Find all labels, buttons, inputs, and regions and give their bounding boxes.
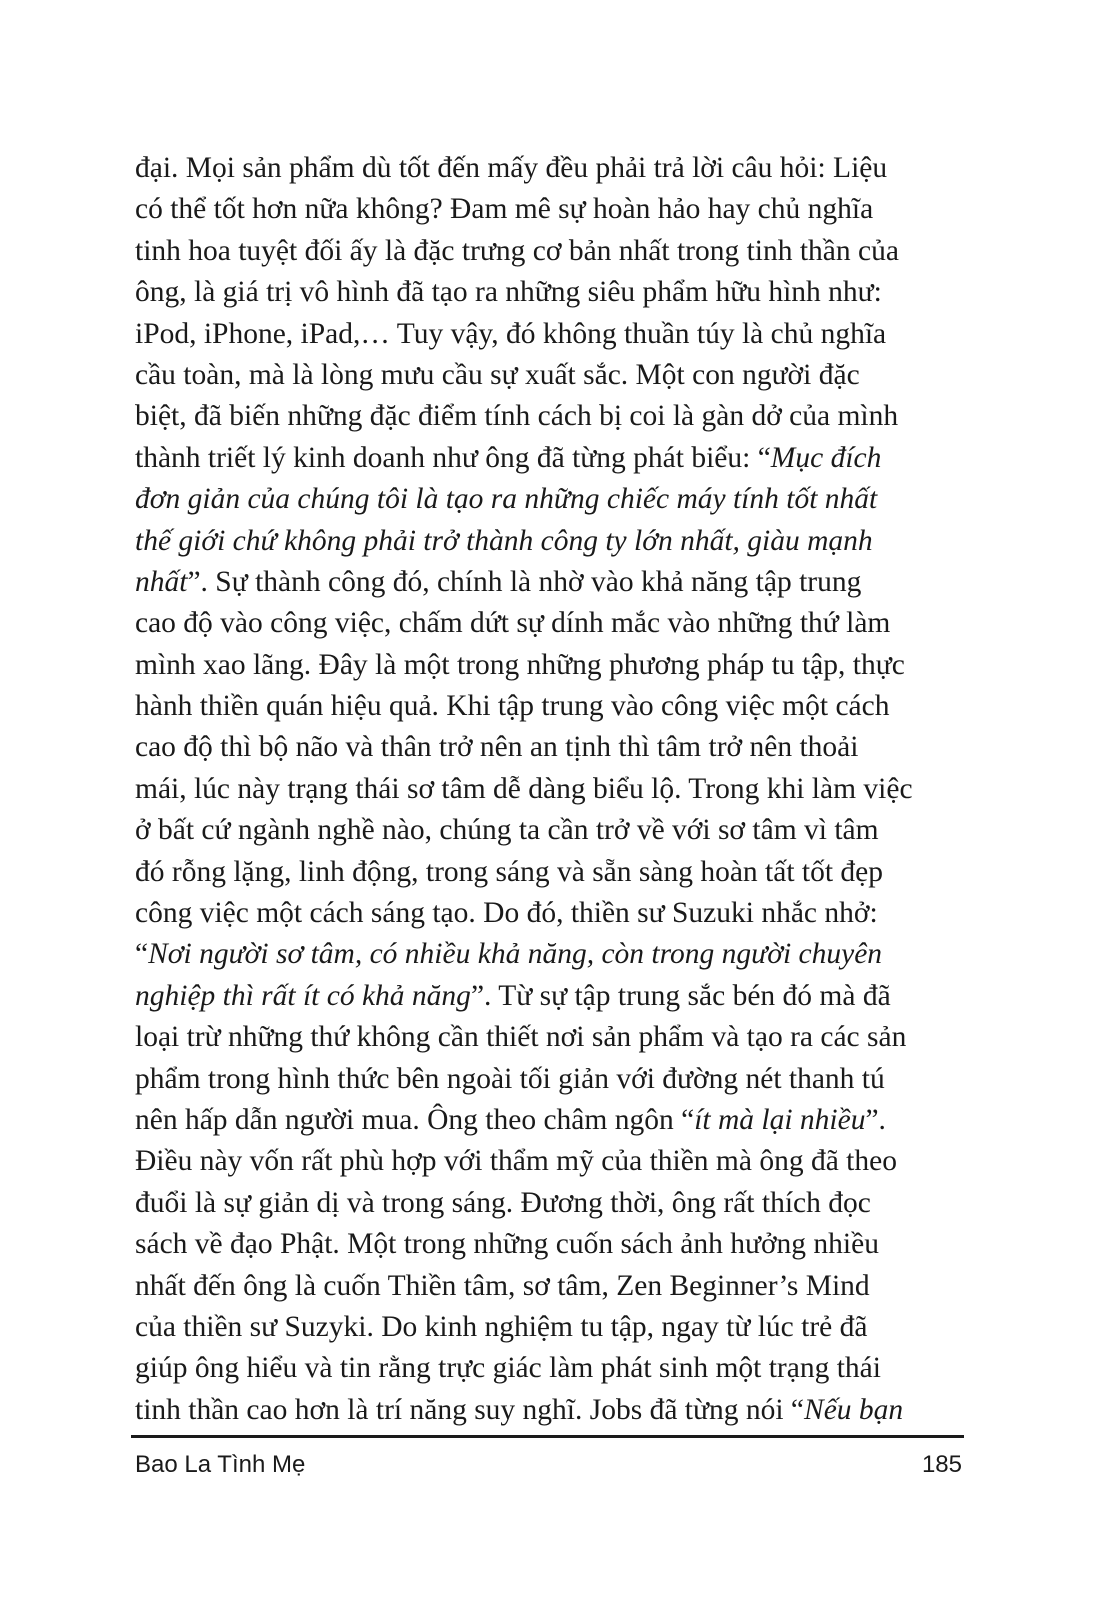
- text-line: [135, 355, 963, 396]
- text-segment: mái, lúc này trạng thái sơ tâm dễ dàng biểu lộ. Trong khi làm việc: [135, 772, 913, 805]
- text-segment: nhất đến ông là cuốn Thiền tâm, sơ tâm, Zen Beginner’s Mind: [135, 1269, 870, 1302]
- text-segment: “: [135, 938, 149, 971]
- text-line: [135, 810, 963, 851]
- text-line: [135, 314, 963, 355]
- text-segment: Điều này vốn rất phù hợp với thẩm mỹ của thiền mà ông đã theo: [135, 1145, 897, 1178]
- text-line: [135, 893, 963, 934]
- text-line: [135, 148, 963, 189]
- text-segment: cầu toàn, mà là lòng mưu cầu sự xuất sắc. Một con người đặc: [135, 358, 860, 391]
- text-segment: có thể tốt hơn nữa không? Đam mê sự hoàn hảo hay chủ nghĩa: [135, 193, 874, 226]
- text-line: [135, 231, 963, 272]
- footer-page-number: 185: [921, 1451, 962, 1478]
- text-line: [135, 438, 963, 479]
- text-segment: hành thiền quán hiệu quả. Khi tập trung vào công việc một cách: [135, 690, 890, 723]
- text-segment: ”. Từ sự tập trung sắc bén đó mà đã: [470, 979, 891, 1012]
- text-segment: cao độ thì bộ não và thân trở nên an tịnh thì tâm trở nên thoải: [135, 731, 859, 764]
- text-segment: nên hấp dẫn người mua. Ông theo châm ngôn “: [135, 1103, 695, 1136]
- text-segment: ”. Sự thành công đó, chính là nhờ vào khả năng tập trung: [187, 565, 862, 598]
- text-segment: tinh thần cao hơn là trí năng suy nghĩ. Jobs đã từng nói “: [135, 1393, 805, 1426]
- text-line: [135, 603, 963, 644]
- text-segment: thành triết lý kinh doanh như ông đã từng phát biểu: “: [135, 441, 771, 474]
- text-segment: giúp ông hiểu và tin rằng trực giác làm phát sinh một trạng thái: [135, 1352, 881, 1385]
- text-segment: của thiền sư Suzyki. Do kinh nghiệm tu tập, ngay từ lúc trẻ đã: [135, 1310, 868, 1343]
- italic-quote-segment: ít mà lại nhiều: [694, 1103, 866, 1136]
- text-segment: công việc một cách sáng tạo. Do đó, thiền sư Suzuki nhắc nhở:: [135, 897, 878, 930]
- text-segment: phẩm trong hình thức bên ngoài tối giản với đường nét thanh tú: [135, 1062, 885, 1095]
- text-line: [135, 934, 963, 975]
- text-line: [135, 727, 963, 768]
- text-segment: đại. Mọi sản phẩm dù tốt đến mấy đều phải trả lời câu hỏi: Liệu: [135, 152, 888, 184]
- text-segment: biệt, đã biến những đặc điểm tính cách bị coi là gàn dở của mình: [135, 400, 899, 433]
- text-line: [135, 479, 963, 520]
- text-segment: cao độ vào công việc, chấm dứt sự dính mắc vào những thứ làm: [135, 607, 891, 640]
- text-line: [135, 1224, 963, 1265]
- italic-quote-segment: Mục đích: [770, 441, 882, 474]
- text-line: [135, 1183, 963, 1224]
- text-line: [135, 1017, 963, 1058]
- text-segment: đó rỗng lặng, linh động, trong sáng và sẵn sàng hoàn tất tốt đẹp: [135, 855, 884, 888]
- footer-book-title: Bao La Tình Mẹ: [135, 1451, 306, 1478]
- text-segment: ông, là giá trị vô hình đã tạo ra những siêu phẩm hữu hình như:: [135, 276, 882, 309]
- italic-quote-segment: nghiệp thì rất ít có khả năng: [135, 979, 471, 1012]
- text-line: [135, 189, 963, 230]
- text-line: [135, 1348, 963, 1389]
- text-line: [135, 562, 963, 603]
- text-segment: sách về đạo Phật. Một trong những cuốn sách ảnh hưởng nhiều: [135, 1228, 879, 1261]
- italic-quote-segment: thế giới chứ không phải trở thành công ty lớn nhất, giàu mạnh: [135, 524, 873, 557]
- text-segment: tinh hoa tuyệt đối ấy là đặc trưng cơ bản nhất trong tinh thần của: [135, 234, 899, 267]
- text-segment: ”.: [865, 1103, 886, 1136]
- text-line: [135, 1059, 963, 1100]
- text-line: [135, 1100, 963, 1141]
- italic-quote-segment: Nếu bạn: [804, 1393, 904, 1426]
- text-line: [135, 852, 963, 893]
- text-line: [135, 521, 963, 562]
- body-paragraph: [135, 148, 963, 1431]
- italic-quote-segment: đơn giản của chúng tôi là tạo ra những chiếc máy tính tốt nhất: [135, 483, 878, 516]
- text-line: [135, 686, 963, 727]
- italic-quote-segment: Nơi người sơ tâm, có nhiều khả năng, còn trong người chuyên: [148, 938, 883, 971]
- text-segment: mình xao lãng. Đây là một trong những phương pháp tu tập, thực: [135, 648, 905, 681]
- text-segment: ở bất cứ ngành nghề nào, chúng ta cần trở về với sơ tâm vì tâm: [135, 814, 879, 847]
- text-line: [135, 1266, 963, 1307]
- text-line: [135, 1141, 963, 1182]
- italic-quote-segment: nhất: [135, 565, 188, 598]
- text-line: [135, 396, 963, 437]
- text-segment: iPod, iPhone, iPad,… Tuy vậy, đó không thuần túy là chủ nghĩa: [135, 317, 887, 350]
- footer-rule: [131, 1435, 964, 1438]
- text-line: [135, 1307, 963, 1348]
- text-segment: loại trừ những thứ không cần thiết nơi sản phẩm và tạo ra các sản: [135, 1021, 907, 1054]
- text-line: [135, 976, 963, 1017]
- text-line: [135, 272, 963, 313]
- text-line: [135, 769, 963, 810]
- text-line: [135, 645, 963, 686]
- text-segment: đuổi là sự giản dị và trong sáng. Đương thời, ông rất thích đọc: [135, 1186, 871, 1219]
- text-line: [135, 1390, 963, 1431]
